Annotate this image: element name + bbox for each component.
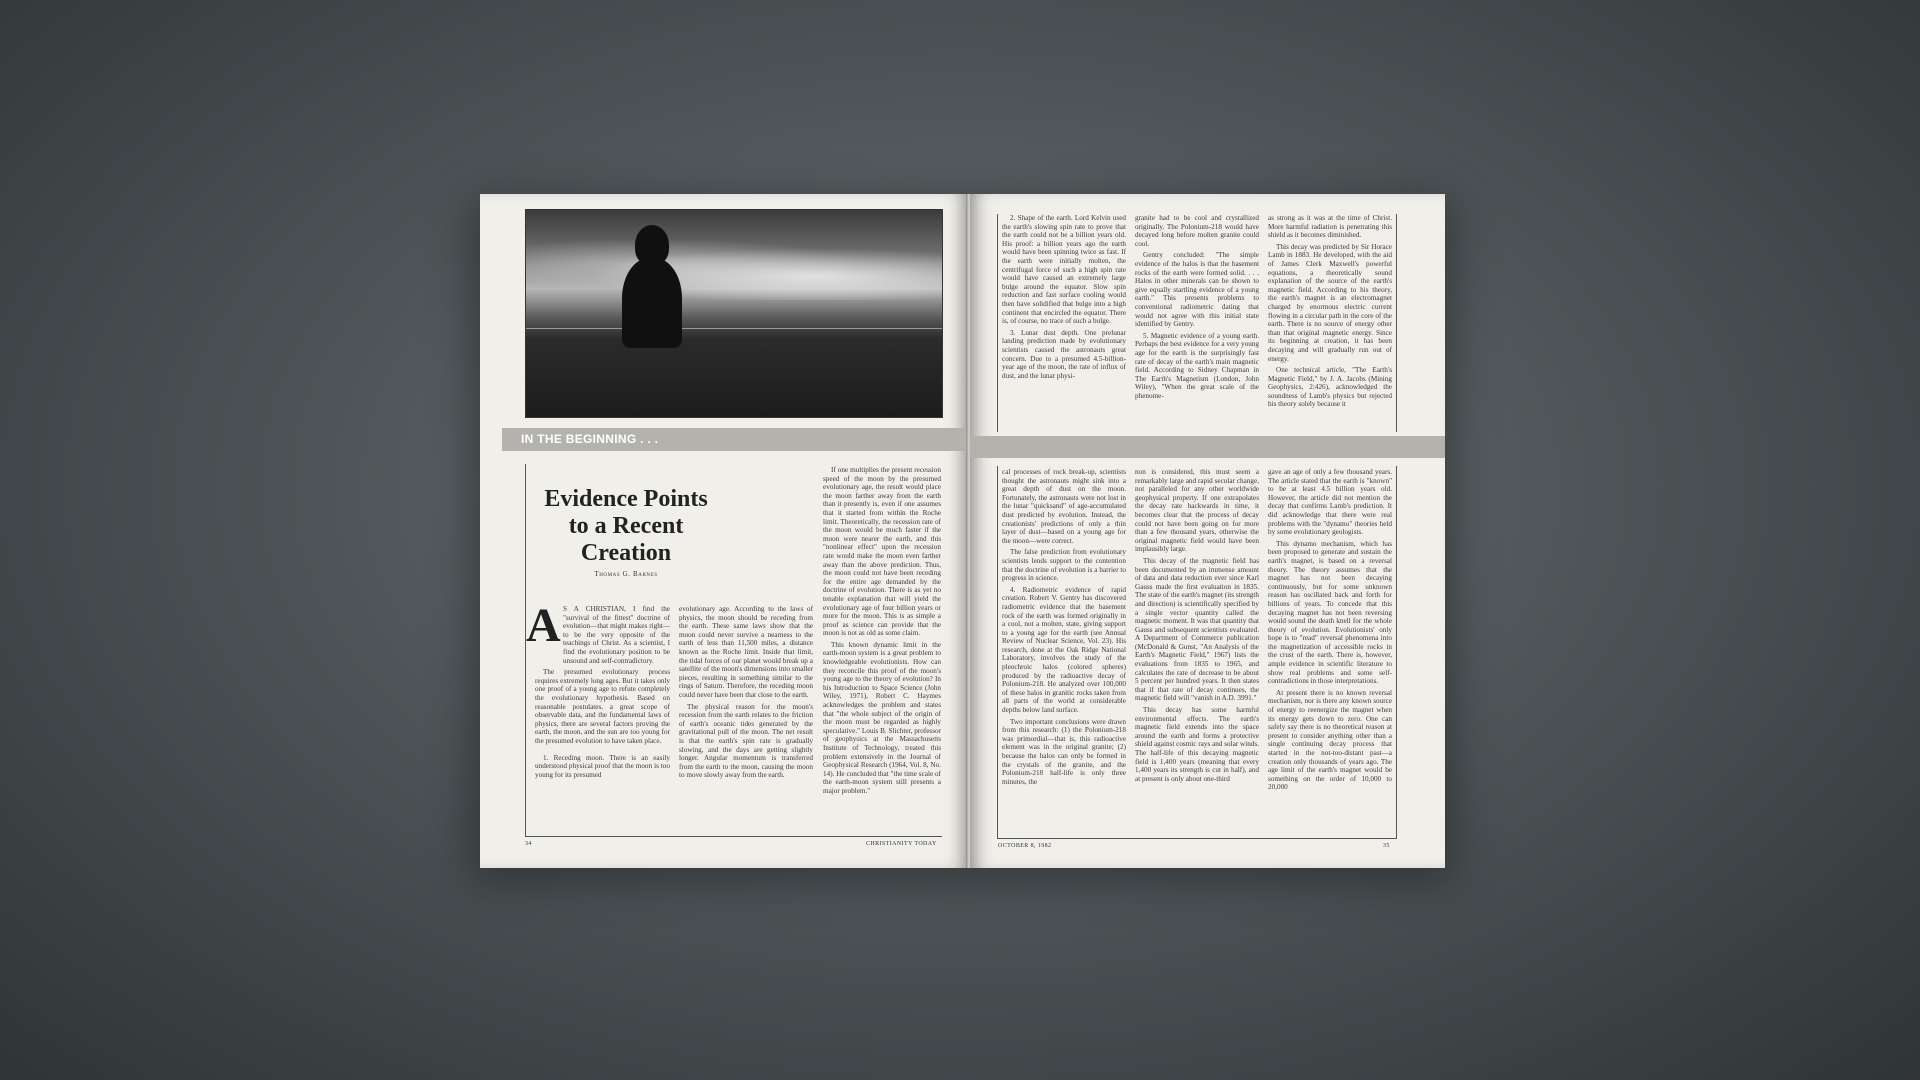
- paragraph: This known dynamic limit in the earth-moon system is a great problem to knowledgeable evolutionists. How can they reconcile this proof of the moon's young age to the theory of evolution? In his Introduction to Space Science (John Wiley, 1971), Robert C. Haymes acknowledges the problem and states that "the whole subject of the origin of the moon must be regarded as highly speculative." Louis B. Slichter, professor of geophysics at the Massachusetts Institute of Technology, treated this problem extensively in the Journal of Geophysical Research (1964, Vol. 8, No. 14). He concluded that "the time scale of the earth-moon system still presents a major problem.": [823, 640, 941, 795]
- left-col-3: [823, 466, 941, 833]
- right-bottom-col-2: [1135, 468, 1259, 836]
- paragraph: Gentry concluded: "The simple evidence of the halos is that the basement rocks of the earth were formed solid. . . . Halos in other minerals can be shown to give equally startling evidence of a young earth." This presents problems to conventional radiometric dating that would not agree with this initial state identified by Gentry.: [1135, 251, 1259, 329]
- paragraph: This decay was predicted by Sir Horace Lamb in 1883. He developed, with the aid of James Clerk Maxwell's powerful equations, a theoretically sound explanation of the source of the earth's magnetic field. According to his theory, the earth's magnet is an electromagnet charged by enormous electric current flowing in a circular path in the core of the earth. There is no source of energy other than that original magnetic energy. Since its beginning at creation, it has been decaying and will gradually run out of energy.: [1268, 242, 1392, 363]
- paragraph: as strong as it was at the time of Christ. More harmful radiation is penetrating this shield as it becomes diminished.: [1268, 214, 1392, 240]
- paragraph: Two important conclusions were drawn from this research: (1) the Polonium-218 was primordial—that is, this radioactive element was in the original granite; (2) because the halos can only be formed in the crystals of the granite, and the Polonium-218 half-life is only three minutes, the: [1002, 717, 1126, 786]
- section-label: IN THE BEGINNING . . .: [521, 432, 659, 446]
- paragraph: This dynamo mechanism, which has been proposed to generate and sustain the earth's magnet, is based on a reversal theory. The theory assumes that the magnet has not been decaying continuously, but for some unknown reason has oscillated back and forth for billions of years. To concede that this decaying magnet has not been reversing would sound the death knell for the whole theory of evolution. Evolutionists' only hope is to "read" reversal phenomena into the magnetization of accessible rocks in the crust of the earth. There is, however, ample evidence in scientific literature to show real problems and some self-contradictions in those interpretations.: [1268, 539, 1392, 686]
- right-top-col-2: [1135, 214, 1259, 432]
- drop-cap: A: [526, 599, 561, 652]
- paragraph: 3. Lunar dust depth. One prelunar landing prediction made by evolutionary scientists caused the astronauts great concern. Due to a presumed 4.5-billion-year age of the moon, the rate of influx of dust, and the lunar physi-: [1002, 328, 1126, 380]
- paragraph: cal processes of rock break-up, scientists thought the astronauts might sink into a great depth of dust on the moon. Fortunately, the astronauts were not lost in the lunar "quicksand" of age-accumulated dust predicted by evolution. Instead, the creationists' predictions of only a thin layer of dust—based on a young age for the moon—were correct.: [1002, 468, 1126, 545]
- column-rule: [1396, 466, 1397, 838]
- left-col-1: [535, 605, 670, 833]
- paragraph: One technical article, "The Earth's Magnetic Field," by J. A. Jacobs (Mining Geophysics, 2:426), acknowledged the soundness of Lamb's physics but rejected his theory solely because it: [1268, 366, 1392, 409]
- right-top-col-3: [1268, 214, 1392, 432]
- article-byline: Thomas G. Barnes: [594, 570, 658, 578]
- figure-body: [622, 258, 682, 348]
- paragraph: S A CHRISTIAN, I find the "survival of the fittest" doctrine of evolution—that might makes right—to be the very opposite of the teachings of Christ. As a scientist, I find the evolutionary position to be unsound and self-contradictory.: [563, 605, 670, 665]
- column-rule: [997, 214, 998, 432]
- sky-clouds: [526, 240, 942, 300]
- left-page: [480, 194, 968, 868]
- section-bar: [502, 428, 968, 451]
- paragraph: granite had to be cool and crystallized originally. The Polonium-218 would have decayed long before molten granite could cool.: [1135, 214, 1259, 248]
- left-col-2: [679, 605, 813, 833]
- paragraph: 4. Radiometric evidence of rapid creation. Robert V. Gentry has discovered radiometric evidence that the basement rock of the earth was formed originally in a cool, not a molten, state, giving support to a young age for the earth (see Annual Review of Nuclear Science, Vol. 23). His research, done at the Oak Ridge National Laboratory, involves the study of the pleochroic halos (colored spheres) produced by the radioactive decay of Polonium-218. He analyzed over 100,000 of these halos in granitic rocks taken from all parts of the world at considerable depths below land surface.: [1002, 585, 1126, 715]
- paragraph: This decay has some harmful environmental effects. The earth's magnetic field extends into the space around the earth and forms a protective shield against cosmic rays and solar winds. The half-life of this decaying magnetic field is 1,400 years (meaning that every 1,400 years its strength is cut in half), and at present is only about one-third: [1135, 706, 1259, 783]
- paragraph: 1. Receding moon. There is an easily understood physical proof that the moon is too young for its presumed: [535, 753, 670, 779]
- column-rule: [1396, 214, 1397, 432]
- paragraph: This decay of the magnetic field has been documented by an immense amount of data and data reduction ever since Karl Gauss made the first evaluation in 1835. The state of the earth's magnet (its strength and direction) is scientifically specified by a single vector quantity called the magnetic moment. It was that quantity that Gauss and subsequent scientists evaluated. A Department of Commerce publication (McDonald & Gunst, "An Analysis of the Earth's Magnetic Field," 1967) lists the evaluations from 1835 to 1965, and calculates the rate of decrease to be about 5 percent per hundred years. It then states that if that rate of decay continues, the magnetic field will "vanish in A.D. 3991.": [1135, 556, 1259, 703]
- paragraph: gave an age of only a few thousand years. The article stated that the earth is "known" to be at least 4.5 billion years old. However, the article did not mention the decay that confirms Lamb's prediction. It did acknowledge that there were real problems with the "dynamo" theories held by some evolutionary geologists.: [1268, 468, 1392, 537]
- paragraph: 5. Magnetic evidence of a young earth. Perhaps the best evidence for a very young age for the earth is the surprisingly fast rate of decay of the earth's main magnetic field. According to Sidney Chapman in The Earth's Magnetism (London, John Wiley), "When the great scale of the phenome-: [1135, 331, 1259, 400]
- right-page: [970, 194, 1445, 868]
- hooded-figure-photo: [525, 209, 943, 418]
- paragraph: non is considered, this must seem a remarkably large and rapid secular change, not paralleled for any other worldwide geophysical property. If one extrapolates the decay rate backwards in time, it becomes clear that the process of decay could not have been going on for more than a few thousand years, otherwise the original magnetic field would have been implausibly large.: [1135, 468, 1259, 554]
- bottom-rule: [997, 838, 1397, 839]
- right-bottom-col-3: [1268, 468, 1392, 836]
- paragraph: The physical reason for the moon's recession from the earth relates to the friction of earth's oceanic tides generated by the gravitational pull of the moon. The net result is that the earth's spin rate is gradually slowing, and the days are getting slightly longer. Angular momentum is transferred from the earth to the moon, causing the moon to move slowly away from the earth.: [679, 702, 813, 780]
- bottom-rule: [525, 836, 942, 837]
- paragraph: 2. Shape of the earth. Lord Kelvin used the earth's slowing spin rate to prove that the earth could not be a billion years old. His proof: a billion years ago the earth would have been spinning twice as fast. If the earth were initially molten, the centrifugal force of such a high spin rate would have caused an extremely large bulge around the equator. Slow spin reduction and fast surface cooling would then have solidified that bulge into a high continent that encircled the equator. There is, of course, no trace of such a bulge.: [1002, 214, 1126, 326]
- paragraph: If one multiplies the present recession speed of the moon by the presumed evolutionary age, the result would place the moon farther away from the earth than it presently is, even if one assumes that it started from within the Roche limit. Theoretically, the recession rate of the moon would be much faster if the moon were nearer the earth, and this "nonlinear effect" upon the recession rate would make the moon even farther away than the above prediction. Thus, the moon could not have been receding for the entire age demanded by the doctrine of evolution. There is as yet no tenable explanation that will yield the evolutionary age of four billion years or more for the moon. This is as simple a proof as science can provide that the moon is not as old as some claim.: [823, 466, 941, 638]
- column-rule: [997, 466, 998, 838]
- magazine-name: CHRISTIANITY TODAY: [866, 841, 937, 847]
- paragraph: The presumed evolutionary process requires extremely long ages. But it takes only one proof of a young age to refute completely the evolutionary hypothesis. Based on reasonable postulates, a great scope of observable data, and the fundamental laws of physics, there are several factors proving the earth, the moon, and the sun are too young for the presumed evolution to have taken place.: [535, 668, 670, 745]
- paragraph: At present there is no known reversal mechanism, nor is there any known source of energy to reenergize the magnet when its energy gets down to zero. One can safely say there is no theoretical reason at present to consider anything other than a single continuing decay process that started in the not-too-distant past—a creation only thousands of years ago. The age limit of the earth's magnet would be something on the order of 10,000 to 20,000: [1268, 688, 1392, 792]
- section-bar-continued: [970, 436, 1445, 458]
- issue-date: OCTOBER 8, 1982: [998, 843, 1052, 849]
- horizon-line: [526, 328, 942, 329]
- article-title: Evidence Points to a Recent Creation: [544, 486, 708, 566]
- right-bottom-col-1: [1002, 468, 1126, 836]
- page-number: 34: [525, 841, 532, 847]
- right-top-col-1: [1002, 214, 1126, 432]
- paragraph: The false prediction from evolutionary scientists lends support to the contention that the doctrine of evolution is a barrier to progress in science.: [1002, 548, 1126, 583]
- page-number: 35: [1383, 843, 1390, 849]
- paragraph: evolutionary age. According to the laws of physics, the moon should be receding from the earth. These same laws show that the moon could never survive a nearness to the earth of less than 11,500 miles, a distance known as the Roche limit. Inside that limit, the tidal forces of our planet would break up a satellite of the moon's dimensions into smaller pieces, resulting in something similar to the rings of Saturn. Therefore, the receding moon could never have been that close to the earth.: [679, 605, 813, 699]
